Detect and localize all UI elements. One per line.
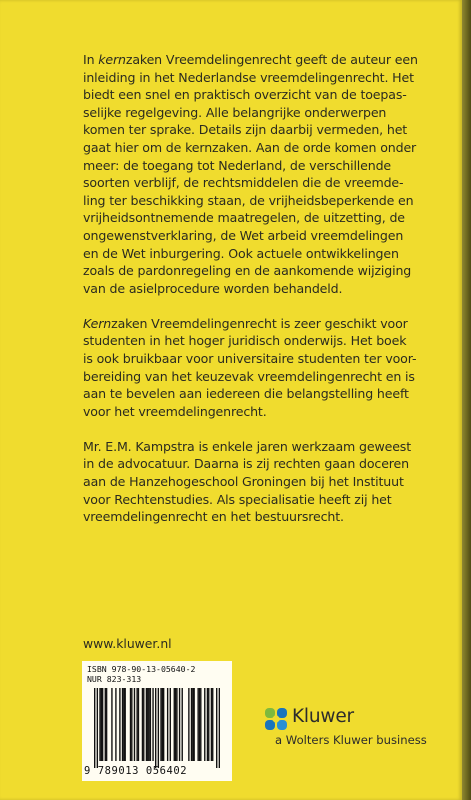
barcode-bar: [174, 688, 175, 761]
barcode-bar: [119, 688, 120, 761]
barcode-bar: [191, 688, 192, 761]
barcode-bar: [167, 688, 168, 761]
blurb-line: [83, 315, 455, 333]
blurb-text: in de advocatuur. Daarna is zij rechten gaan doceren: [83, 456, 409, 472]
barcode-bar: [207, 688, 208, 761]
barcode-bar: [143, 688, 144, 761]
barcode-bar: [193, 688, 194, 761]
blurb-italic-text: kern: [98, 52, 126, 67]
publisher-tagline: a Wolters Kluwer business: [275, 733, 427, 747]
barcode-bar: [176, 688, 177, 761]
barcode-bar: [94, 688, 95, 768]
blurb-line: [83, 491, 455, 509]
blurb-line: [83, 473, 455, 491]
blurb-text: is ook bruikbaar voor universitaire studenten ter voor-: [83, 351, 417, 366]
blurb-text: In: [83, 52, 99, 67]
barcode-bar: [131, 688, 132, 761]
blurb-line: [83, 157, 455, 175]
blurb-line: [83, 139, 455, 157]
blurb-text: zoals de pardonregeling en de aankomende wijziging: [83, 263, 412, 279]
barcode-bar: [115, 688, 116, 761]
blurb-text: aan te bevelen aan iedereen die belangstelling heeft: [83, 386, 409, 402]
blurb-text: van de asielprocedure worden behandeld.: [83, 280, 343, 296]
barcode-bar: [138, 688, 139, 761]
barcode-bar: [102, 688, 103, 761]
blurb-text: aan de Hanzehogeschool Groningen bij het Instituut: [83, 474, 404, 490]
barcode-bar: [188, 688, 189, 761]
blurb-line: [83, 438, 455, 456]
blurb-text: Mr. E.M. Kampstra is enkele jaren werkzaam geweest: [83, 438, 411, 454]
blurb-text: inleiding in het Nederlandse vreemdelingenrecht. Het: [83, 69, 414, 85]
blurb-text: vreemdelingenrecht en het bestuursrecht.: [83, 509, 344, 525]
barcode-bar: [179, 688, 180, 761]
blurb-line: [83, 350, 455, 368]
blurb-paragraph-1: [83, 51, 455, 297]
blurb-line: [83, 508, 455, 526]
blurb-text: selijke regelgeving. Alle belangrijke onderwerpen: [83, 104, 387, 120]
kluwer-globe-icon: [264, 707, 288, 731]
blurb-line: [83, 368, 455, 386]
blurb-text: ongewenstverklaring, de Wet arbeid vreemdelingen: [83, 227, 404, 243]
barcode-bar: [192, 688, 193, 761]
barcode-bar: [219, 688, 220, 768]
barcode-bar: [204, 688, 205, 761]
barcode-bar: [134, 688, 135, 761]
barcode-bar: [150, 688, 151, 761]
barcode-bar: [163, 688, 164, 761]
barcode-bar: [216, 688, 217, 768]
blurb-text: meer: de toegang tot Nederland, de verschillende: [83, 157, 392, 173]
blurb-line: [83, 403, 455, 421]
blurb-text: soorten verblijf, de rechtsmiddelen die de vreemde-: [83, 175, 404, 191]
barcode-bar: [130, 688, 131, 761]
barcode-bar: [170, 688, 171, 761]
blurb-line: [83, 121, 455, 139]
blurb-line: [83, 245, 455, 263]
blurb-line: [83, 385, 455, 403]
barcode-bar: [160, 688, 161, 761]
website-link[interactable]: www.kluwer.nl: [83, 636, 172, 651]
barcode-bar: [142, 688, 143, 761]
blurb-line: [83, 455, 455, 473]
isbn-text: [87, 664, 195, 685]
barcode-bar: [211, 688, 212, 761]
barcode-bar: [123, 688, 124, 761]
blurb-text: bereiding van het keuzevak vreemdelingenrecht en is: [83, 368, 415, 384]
barcode-bar: [175, 688, 176, 761]
blurb-text: zaken Vreemdelingenrecht is zeer geschikt voor: [111, 315, 408, 331]
blurb-line: [83, 192, 455, 210]
blurb-paragraph-2: [83, 315, 455, 421]
barcode-bar: [101, 688, 102, 761]
publisher-name: Kluwer: [292, 706, 354, 727]
blurb-text: gaat hier om de kernzaken. Aan de orde komen onder: [83, 139, 417, 155]
barcode-bar: [199, 688, 200, 761]
blurb-text: ling ter beschikking staan, de vrijheidsbeperkende en: [83, 192, 414, 208]
blurb-text: voor Rechtenstudies. Als specialisatie heeft zij het: [83, 491, 392, 507]
page-edge: [462, 0, 471, 800]
blurb-line: [83, 280, 455, 298]
barcode-bar: [146, 688, 147, 761]
blurb-line: [83, 104, 455, 122]
blurb-text: en de Wet inburgering. Ook actuele ontwikkelingen: [83, 245, 399, 261]
barcode-bar: [147, 688, 148, 761]
blurb-line: [83, 69, 455, 87]
publisher-logo: [262, 706, 452, 762]
barcode-bar: [162, 688, 163, 761]
blurb-text: voor het vreemdelingenrecht.: [83, 403, 267, 419]
barcode-bar: [99, 688, 100, 761]
barcode-bar: [158, 688, 159, 768]
blurb-text: vrijheidsontnemende maatregelen, de uitzetting, de: [83, 210, 405, 226]
blurb-italic-text: Kern: [83, 315, 112, 331]
blurb-paragraph-3: [83, 438, 455, 526]
back-cover-blurb: [83, 51, 455, 543]
barcode-bar: [148, 688, 149, 761]
barcode-bar: [155, 688, 156, 768]
blurb-text: zaken Vreemdelingenrecht geeft de auteur een: [125, 52, 418, 67]
blurb-line: [83, 262, 455, 280]
ean-digits: 9 789013 056402: [84, 765, 188, 777]
isbn-number: ISBN 978-90-13-05640-2: [87, 664, 196, 674]
blurb-text: biedt een snel en praktisch overzicht van de toepas-: [83, 87, 407, 103]
blurb-text: komen ter sprake. Details zijn daarbij vermeden, het: [83, 122, 408, 138]
blurb-line: [83, 51, 455, 69]
barcode-bar: [97, 688, 98, 768]
barcode-bar: [136, 688, 137, 761]
blurb-line: [83, 227, 455, 245]
barcode-bar: [200, 688, 201, 761]
barcode-bar: [111, 688, 112, 761]
isbn-barcode-label: [82, 661, 232, 781]
blurb-text: studenten in het hoger juridisch onderwijs. Het boek: [83, 333, 407, 349]
barcode-bar: [106, 688, 107, 761]
blurb-line: [83, 174, 455, 192]
barcode: [94, 688, 220, 768]
blurb-line: [83, 332, 455, 350]
barcode-bar: [152, 688, 153, 761]
barcode-bar: [125, 688, 126, 761]
barcode-bar: [182, 688, 183, 761]
blurb-line: [83, 209, 455, 227]
blurb-line: [83, 86, 455, 104]
barcode-bar: [197, 688, 198, 761]
barcode-bar: [208, 688, 209, 761]
nur-code: NUR 823-313: [87, 674, 142, 685]
barcode-bar: [105, 688, 106, 761]
barcode-bar: [212, 688, 213, 761]
barcode-bar: [122, 688, 123, 761]
